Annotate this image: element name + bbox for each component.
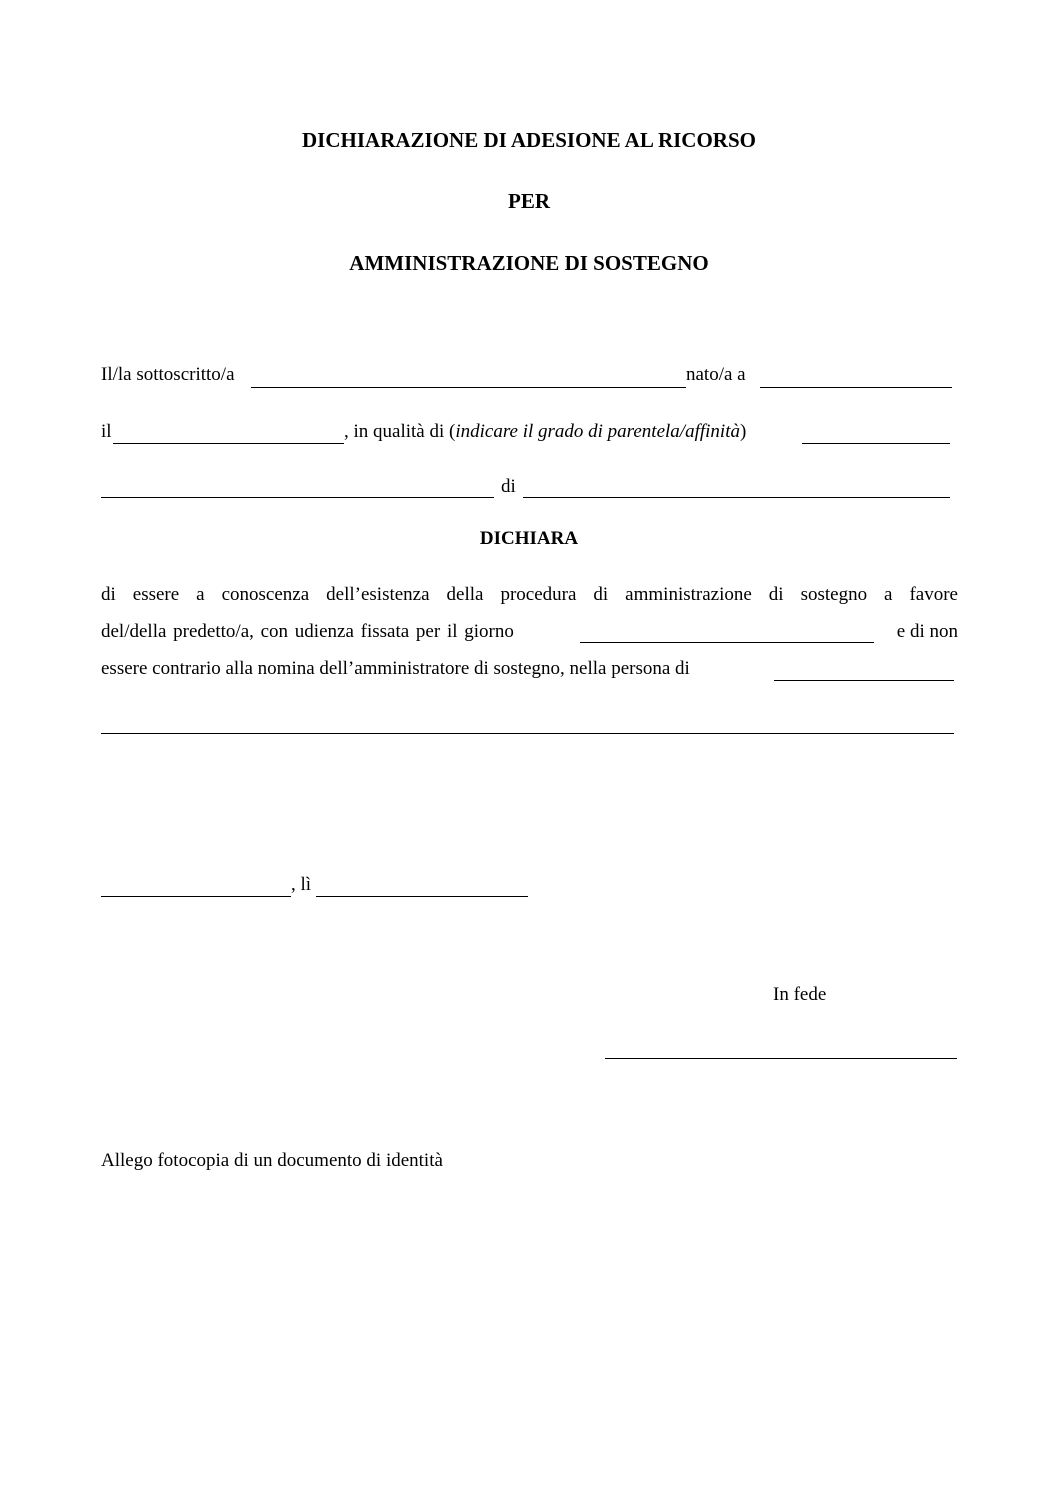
declares-heading: DICHIARA (479, 528, 579, 549)
li-label: , lì (291, 874, 312, 895)
declaration-word: di (593, 584, 609, 605)
declaration-line-3: essere contrario alla nomina dell’amministratore di sostegno, nella persona di (101, 658, 690, 679)
signer-name-field[interactable] (251, 387, 686, 388)
declaration-word: a (884, 584, 893, 605)
administrator-name-field[interactable] (774, 680, 954, 681)
administrator-name-field-continued[interactable] (101, 733, 954, 734)
birthplace-field[interactable] (760, 387, 952, 388)
declaration-word: di (768, 584, 784, 605)
declaration-word: favore (909, 584, 958, 605)
declaration-line-2b: e di non (896, 621, 958, 642)
hearing-date-field[interactable] (580, 642, 874, 643)
declaration-line-1 (101, 584, 958, 606)
declaration-word: della (446, 584, 484, 605)
declaration-word: essere (132, 584, 180, 605)
birth-date-field[interactable] (113, 443, 344, 444)
signature-field[interactable] (605, 1058, 957, 1059)
in-fede-label: In fede (773, 984, 827, 1005)
date-label: il (101, 421, 112, 442)
relationship-field[interactable] (802, 443, 950, 444)
declaration-word: a (196, 584, 205, 605)
of-label: di (501, 476, 516, 497)
document-title-per: PER (508, 189, 550, 213)
declaration-line-2a: del/della predetto/a, con udienza fissata per il giorno (101, 621, 514, 642)
declaration-word: sostegno (800, 584, 868, 605)
quality-hint: indicare il grado di parentela/affinità (455, 421, 740, 442)
declaration-word: amministrazione (625, 584, 752, 605)
signer-label: Il/la sottoscritto/a (101, 364, 235, 385)
declaration-word: dell’esistenza (326, 584, 430, 605)
document-title: DICHIARAZIONE DI ADESIONE AL RICORSO (302, 128, 756, 152)
document-subtitle: AMMINISTRAZIONE DI SOSTEGNO (349, 251, 709, 275)
beneficiary-name-field[interactable] (523, 497, 950, 498)
quality-prefix: , in qualità di ( (344, 421, 456, 442)
relationship-field-continued[interactable] (101, 497, 494, 498)
declaration-word: di (101, 584, 116, 605)
quality-suffix: ) (739, 421, 747, 442)
quality-label (344, 421, 746, 443)
declaration-word: procedura (500, 584, 577, 605)
attachment-note: Allego fotocopia di un documento di identità (101, 1150, 443, 1171)
declaration-word: conoscenza (221, 584, 310, 605)
place-field[interactable] (101, 896, 291, 897)
signing-date-field[interactable] (316, 896, 528, 897)
born-label: nato/a a (686, 364, 746, 385)
